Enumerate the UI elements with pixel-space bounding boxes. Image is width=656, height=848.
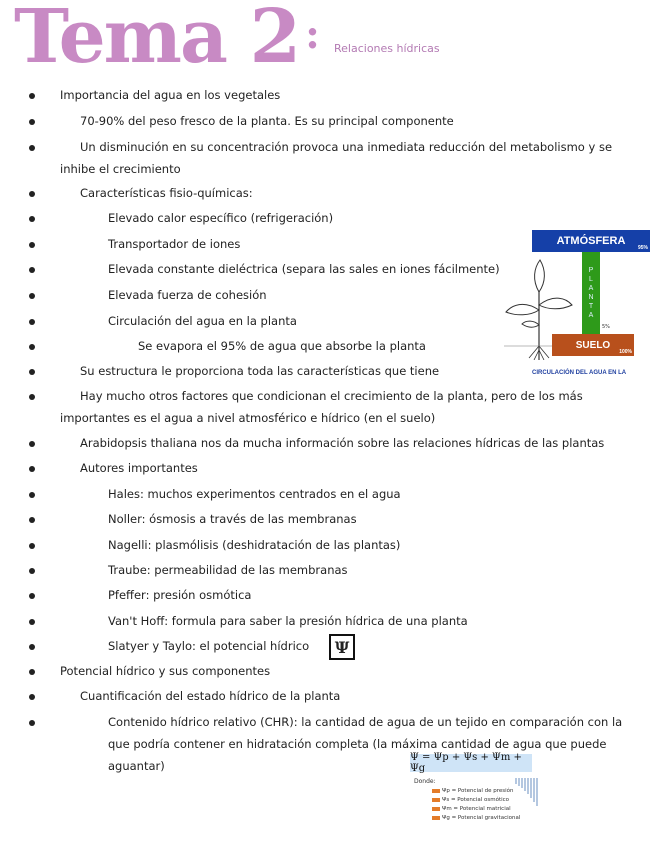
diagram-caption: CIRCULACIÓN DEL AGUA EN LA <box>532 370 627 376</box>
note-line: Noller: ósmosis a través de las membranas <box>108 512 357 526</box>
legend-marker-icon <box>432 789 440 793</box>
bullet <box>29 644 35 650</box>
legend-marker-icon <box>432 798 440 802</box>
note-line: Arabidopsis thaliana nos da mucha información sobre las relaciones hídricas de las plantas <box>80 436 605 450</box>
bullet <box>29 720 35 726</box>
bullet <box>29 145 35 151</box>
legend-item-text: Ψs = Potencial osmótico <box>442 797 510 803</box>
bullet <box>29 119 35 125</box>
bullet <box>29 619 35 625</box>
psi-symbol-box: Ψ <box>329 634 355 660</box>
bullet <box>29 394 35 400</box>
legend-marker-icon <box>432 807 440 811</box>
note-line: Importancia del agua en los vegetales <box>60 88 281 102</box>
note-line: Elevado calor específico (refrigeración) <box>108 211 334 225</box>
bullet <box>29 568 35 574</box>
note-line: Pfeffer: presión osmótica <box>108 588 252 602</box>
planta-letter: T <box>588 303 594 310</box>
note-line-continued: importantes es el agua a nivel atmosférico e hídrico (en el suelo) <box>60 411 436 425</box>
planta-letter: A <box>588 285 594 292</box>
suelo-box: SUELO 100% <box>552 334 634 356</box>
page-subtitle: Relaciones hídricas <box>334 42 440 55</box>
bullet <box>29 191 35 197</box>
note-line: Autores importantes <box>80 461 198 475</box>
bullet <box>29 669 35 675</box>
legend-item-text: Ψg = Potencial gravitacional <box>442 815 521 821</box>
note-line: Se evapora el 95% de agua que absorbe la planta <box>138 339 426 353</box>
bullet <box>29 319 35 325</box>
legend-item <box>432 806 511 812</box>
bullet <box>29 369 35 375</box>
note-line-continued: inhibe el crecimiento <box>60 162 181 176</box>
legend-title: Donde: <box>414 778 436 785</box>
water-circulation-diagram <box>504 230 654 380</box>
note-line: Circulación del agua en la planta <box>108 314 297 328</box>
legend-item <box>432 815 520 821</box>
bullet <box>29 694 35 700</box>
planta-letter: P <box>588 267 594 274</box>
note-line: Elevada fuerza de cohesión <box>108 288 267 302</box>
bullet <box>29 517 35 523</box>
note-line: Hales: muchos experimentos centrados en el agua <box>108 487 401 501</box>
bullet <box>29 242 35 248</box>
bullet <box>29 344 35 350</box>
note-line-continued: aguantar) <box>108 759 165 773</box>
legend-marker-icon <box>432 816 440 820</box>
bullet <box>29 543 35 549</box>
legend-item <box>432 788 514 794</box>
bullet <box>29 216 35 222</box>
planta-letter: N <box>588 294 594 301</box>
planta-letter: A <box>588 312 594 319</box>
note-line: Contenido hídrico relativo (CHR): la cantidad de agua de un tejido en comparación con la <box>108 715 623 729</box>
legend-item <box>432 797 509 803</box>
bullet <box>29 492 35 498</box>
bullet <box>29 93 35 99</box>
bullet <box>29 293 35 299</box>
bullet <box>29 466 35 472</box>
note-line: Cuantificación del estado hídrico de la planta <box>80 689 341 703</box>
note-line: Características fisio-químicas: <box>80 186 253 200</box>
note-line: Elevada constante dieléctrica (separa las sales en iones fácilmente) <box>108 262 500 276</box>
note-line: Nagelli: plasmólisis (deshidratación de las plantas) <box>108 538 401 552</box>
planta-column <box>582 252 600 334</box>
water-potential-formula: Ψ = Ψp + Ψs + Ψm + Ψg <box>410 754 532 772</box>
gradient-graphic <box>514 776 540 806</box>
header <box>0 0 656 90</box>
note-line: Potencial hídrico y sus componentes <box>60 664 271 678</box>
planta-pct: 5% <box>602 324 610 330</box>
bullet <box>29 441 35 447</box>
note-line: Un disminución en su concentración provoca una inmediata reducción del metabolismo y se <box>80 140 613 154</box>
planta-letter: L <box>589 276 593 283</box>
note-line-continued: que podría contener en hidratación completa (la máxima cantidad de agua que puede <box>108 737 607 751</box>
legend-item-text: Ψm = Potencial matricial <box>442 806 511 812</box>
note-line: 70-90% del peso fresco de la planta. Es su principal componente <box>80 114 454 128</box>
atmosfera-box: ATMÓSFERA 95% <box>532 230 650 252</box>
bullet <box>29 593 35 599</box>
note-line: Traube: permeabilidad de las membranas <box>108 563 348 577</box>
note-line: Slatyer y Taylo: el potencial hídrico <box>108 639 310 653</box>
legend-item-text: Ψp = Potencial de presión <box>442 788 514 794</box>
note-line: Hay mucho otros factores que condicionan el crecimiento de la planta, pero de los más <box>80 389 583 403</box>
bullet <box>29 267 35 273</box>
note-line: Transportador de iones <box>108 237 241 251</box>
page-title: Tema 2 : <box>14 0 318 80</box>
note-line: Su estructura le proporciona toda las características que tiene <box>80 364 440 378</box>
note-line: Van't Hoff: formula para saber la presión hídrica de una planta <box>108 614 468 628</box>
